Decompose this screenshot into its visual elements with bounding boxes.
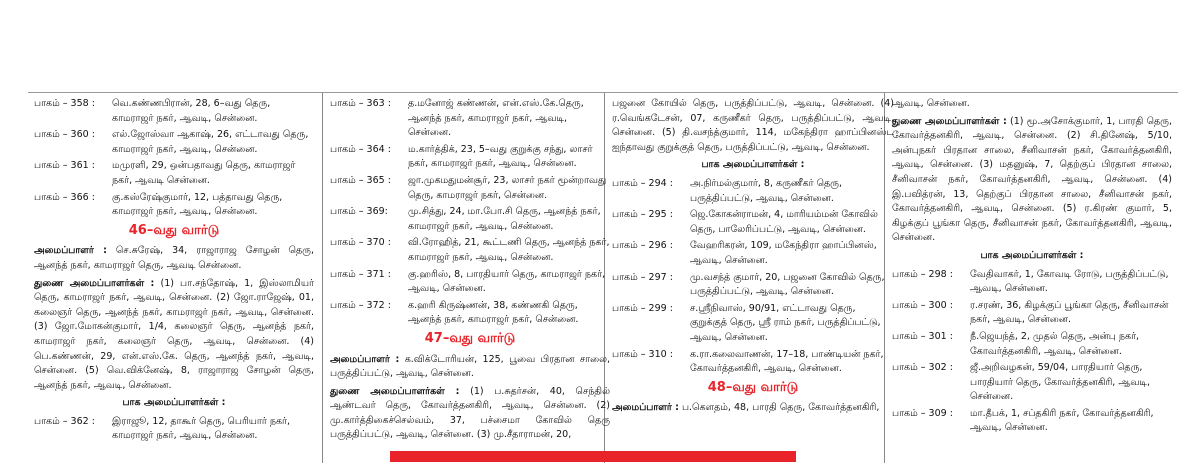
booth-entry — [892, 299, 1172, 328]
booth-text: மு.சித்து, 24, மா.போ.சி தெரு, ஆனந்த் நகர், காமராஜர் நகர், ஆவடி, சென்னை. — [408, 206, 601, 232]
booth-entry — [330, 268, 610, 297]
booth-text: அ.நிர்மல்குமார், 8, கருணீகர் தெரு, பருத்திப்பட்டு, ஆவடி, சென்னை. — [690, 177, 842, 204]
organizer-paragraph — [330, 353, 610, 382]
organizer-text: க.விக்டோரியன், 125, பூவை பிரதான சாலை, பருத்திப்பட்டு, ஆவடி, சென்னை. — [330, 353, 610, 380]
continued-paragraph: ஆவடி, சென்னை. — [892, 98, 970, 109]
booth-label: பாகம் – 300 : — [892, 299, 953, 311]
booth-label: பாகம் – 372 : — [330, 299, 391, 311]
booth-entry — [34, 97, 314, 126]
booth-label: பாகம் – 366 : — [34, 191, 95, 203]
booth-entry — [34, 415, 314, 444]
booth-label: பாகம் – 363 : — [330, 98, 391, 109]
booth-label: பாகம் – 370 : — [330, 237, 391, 249]
booth-label: பாகம் – 294 : — [612, 177, 673, 189]
organizer-label: அமைப்பாளர் : — [612, 402, 679, 414]
booth-entry — [612, 348, 894, 377]
booth-text: ர.சரண், 36, கிழக்குப் பூங்கா தெரு, சீனிவாசன் நகர், ஆவடி, சென்னை. — [970, 299, 1169, 326]
booth-label: பாகம் – 298 : — [892, 268, 953, 280]
booth-text: நீ.ஜெயந்த், 2, முதல் தெரு, அன்பு நகர், கோவர்த்தனகிரி, ஆவடி, சென்னை. — [970, 330, 1140, 357]
booth-entry — [612, 208, 894, 237]
booth-entry — [34, 159, 314, 188]
organizer-label: அமைப்பாளர் : — [330, 353, 400, 365]
deputy-text: (1) பா.சந்தோஷ், 1, இஸ்லாமியர் தெரு, காமராஜர் நகர், ஆவடி, சென்னை. (2) ஜோ.ராஜேஷ், 01, கலைஞர் தெரு, ஆனந்த் நகர், காமராஜர் நகர், ஆவடி, சென்னை. (3) ஜோ.மோகன்குமார், 1/4, கலைஞர் தெரு, ஆனந்த் நகர், காமராஜர் நகர், கலைஞர் தெரு, ஆவடி, சென்னை. (4) பெ.கண்ணன், 29, என்.எஸ்.கே. தெரு, ஆனந்த் நகர், ஆவடி, சென்னை. (5) வெ.விக்னேஷ், 8, ராஜாராஜ சோழன் தெரு, ஆனந்த் நகர், ஆவடி, சென்னை. — [34, 277, 315, 391]
booth-entry — [612, 302, 894, 346]
booth-label: பாகம் – 360 : — [34, 129, 95, 141]
booth-text: ஜீ.அறிவழகன், 59/04, பாரதியார் தெரு, பாரதியார் தெரு, கோவர்த்தனகிரி, ஆவடி, சென்னை. — [970, 362, 1151, 403]
booth-label: பாகம் – 371 : — [330, 268, 391, 280]
deputy-label: துணை அமைப்பாளர்கள் : — [892, 115, 1007, 127]
booth-label: பாகம் – 297 : — [612, 271, 673, 283]
booth-label: பாகம் – 309 : — [892, 407, 953, 419]
booth-text: எல்.ஜோஸ்வா ஆகாஷ், 26, எட்டாவது தெரு, காமராஜர் நகர், ஆவடி, சென்னை. — [112, 129, 309, 155]
booth-heading: பாக அமைப்பாளர்கள் : — [980, 249, 1084, 261]
continued-paragraph: பஜனை கோயில் தெரு, பருத்திப்பட்டு, ஆவடி, சென்னை. (4) ர.வெங்கடேசன், 07, கருணீகர் தெரு, பருத்திப்பட்டு, ஆவடி, சென்னை. (5) தி.வசந்த்குமார், 114, மகேந்திரா ஹாப்பினஸ்ட ஐந்தாவது குறுக்குத் தெரு, பருத்திப்பட்டு, ஆவடி, சென்னை. — [612, 98, 894, 153]
booth-entry — [612, 177, 894, 206]
booth-entry — [330, 143, 610, 172]
booth-text: க.ஹரி கிருஷ்ணன், 38, கண்ணகி தெரு, ஆனந்த் நகர், காமராஜர் நகர், சென்னை. — [408, 299, 579, 326]
booth-entry — [34, 128, 314, 157]
booth-label: பாகம் – 301 : — [892, 330, 953, 342]
booth-label: பாகம் – 364 : — [330, 143, 391, 155]
booth-label: பாகம் – 369: — [330, 206, 388, 218]
booth-text: மா.தீபக், 1, சப்தகிரி நகர், கோவர்த்தனகிரி, ஆவடி, சென்னை. — [970, 407, 1154, 434]
booth-text: மமுரளி, 29, ஒன்பதாவது தெரு, காமராஜர் நகர், ஆவடி சென்னை. — [112, 160, 296, 186]
booth-entry — [612, 271, 894, 300]
booth-text: ஜெ.கோகன்ராமன், 4, மாரியம்மன் கோவில் தெரு, பாலேரிப்பட்டு, ஆவடி, சென்னை. — [690, 209, 878, 235]
organizer-text: செ.சுரேஷ், 34, ராஜாராஜ சோழன் தெரு, ஆனந்த் நகர், காமராஜர் தெரு, ஆவடி சென்னை. — [34, 245, 314, 271]
booth-entry — [612, 239, 894, 268]
deputy-paragraph — [330, 385, 610, 443]
booth-text: வேதிவாகர், 1, கோவடி ரோடு, பருத்திப்பட்டு, ஆவடி, சென்னை. — [970, 268, 1169, 295]
organizer-paragraph — [34, 244, 314, 273]
organizer-label: அமைப்பாளர் : — [34, 245, 107, 257]
booth-label: பாகம் – 358 : — [34, 98, 95, 109]
deputy-paragraph — [34, 277, 314, 394]
ward-heading: 47–வது வார்டு — [424, 330, 516, 346]
booth-heading: பாக அமைப்பாளர்கள் : — [122, 397, 226, 409]
booth-label: பாகம் – 299 : — [612, 302, 673, 314]
column-4 — [886, 93, 1178, 463]
booth-entry — [892, 268, 1172, 297]
booth-text: கு.ஹரிஸ், 8, பாரதியார் தெரு, காமராஜர் நகர், ஆவடி, சென்னை. — [408, 268, 606, 295]
column-3 — [606, 93, 900, 463]
ward-heading: 48–வது வார்டு — [707, 379, 799, 395]
booth-entry — [892, 407, 1172, 436]
column-divider — [322, 93, 323, 463]
column-1 — [28, 93, 320, 463]
booth-text: ம.கார்த்திக், 23, 5–வது குறுக்கு சந்து, லாசர் நகர், காமராஜர் நகர், ஆவடி, சென்னை. — [408, 143, 593, 170]
booth-text: த.மனோஜ் கண்ணன், என்.எஸ்.கே.தெரு, ஆனந்த் நகர், காமராஜர் நகர், ஆவடி, சென்னை. — [408, 98, 584, 139]
booth-entry — [330, 205, 610, 234]
deputy-text: (1) ப.சுதர்சன், 40, செந்தில் ஆண்டவர் தெரு, கோவர்த்தனகிரி, ஆவடி, சென்னை. (2) மு.கார்த்திகைச்செல்வம், 37, பச்சைமா கோவில் தெரு பருத்திப்பட்டு, ஆவடி, சென்னை. (3) மு.சீதாராமன், 20, — [330, 385, 610, 441]
booth-label: பாகம் – 365 : — [330, 174, 391, 186]
booth-text: ச.ஸ்ரீநிவாஸ், 90/91, எட்டாவது தெரு, குறுக்குத் தெரு, ஸ்ரீ ராம் நகர், பருத்திப்பட்டு, ஆவடி, சென்னை. — [690, 302, 881, 343]
organizer-text: ப.கெளதம், 48, பாரதி தெரு, கோவர்த்தனகிரி, — [681, 402, 880, 414]
booth-text: வேஹரிகரன், 109, மகேந்திரா ஹாப்பினஸ், ஆவடி, சென்னை. — [690, 240, 877, 266]
ward-heading: 46–வது வார்டு — [128, 222, 220, 238]
booth-label: பாகம் – 310 : — [612, 348, 673, 360]
booth-text: இராஜூ, 12, தாகூர் தெரு, பெரியார் நகர், காமராஜர் நகர், ஆவடி, சென்னை. — [112, 415, 291, 442]
booth-text: மு.வசந்த் குமார், 20, பஜனை கோவில் தெரு, பருத்திப்பட்டு, ஆவடி, சென்னை. — [690, 271, 885, 298]
booth-text: ஜா.முகமதுமன்சூர், 23, லாசர் நகர் மூன்றாவது தெரு, காமராஜர் நகர், சென்னை. — [408, 174, 607, 201]
booth-text: வெ.கண்ணபிரான், 28, 6–வது தெரு, காமராஜர் நகர், ஆவடி, சென்னை. — [112, 98, 271, 124]
booth-entry — [330, 236, 610, 265]
booth-label: பாகம் – 361 : — [34, 160, 95, 172]
booth-label: பாகம் – 362 : — [34, 415, 95, 427]
red-accent-bar — [390, 451, 796, 462]
deputy-label: துணை அமைப்பாளர்கள் : — [330, 385, 460, 397]
booth-label: பாகம் – 302 : — [892, 362, 953, 374]
booth-entry — [330, 299, 610, 328]
booth-entry — [892, 330, 1172, 359]
booth-entry — [330, 97, 610, 141]
booth-text: க.ரா.கலைவாணன், 17–18, பாண்டியன் நகர், கோவர்த்தனகிரி, ஆவடி, சென்னை. — [690, 348, 884, 375]
booth-text: வி.ரோஹித், 21, கூட்டணி தெரு, ஆனந்த் நகர், காமராஜர் நகர், ஆவடி, சென்னை. — [408, 237, 610, 263]
deputy-label: துணை அமைப்பாளர்கள் : — [34, 277, 155, 289]
organizer-paragraph — [612, 401, 894, 416]
booth-entry — [34, 191, 314, 220]
booth-entry — [330, 174, 610, 203]
newspaper-page — [28, 92, 1178, 463]
booth-label: பாகம் – 296 : — [612, 240, 673, 252]
deputy-paragraph — [892, 115, 1172, 246]
column-2 — [324, 93, 616, 463]
booth-entry — [892, 361, 1172, 405]
deputy-text: (1) மூ.அசோக்குமார், 1, பாரதி தெரு, கோவர்த்தனகிரி, ஆவடி, சென்னை. (2) சி.தினேஷ், 5/10, அன்புநகர் பிரதான சாலை, சீனிவாசன் நகர், கோவர்த்தனகிரி, ஆவடி, சென்னை. (3) மதனுஷ், 7, தெற்குப் பிரதான சாலை, சீனிவாசன் நகர், கோவர்த்தனகிரி, ஆவடி, சென்னை. (4) இ.பவித்ரன், 13, தெற்குப் பிரதான சாலை, சீனிவாசன் நகர், கோவர்த்தனகிரி, ஆவடி, சென்னை. (5) ர.கிரண் குமார், 5, கிழக்குப் பூங்கா தெரு, சீனிவாசன் நகர், கோவர்த்தனகிரி, ஆவடி, சென்னை. — [892, 115, 1172, 244]
booth-label: பாகம் – 295 : — [612, 209, 673, 221]
booth-text: கு.கஸ்ரேஷ்குமார், 12, பத்தாவது தெரு, காமராஜர் நகர், ஆவடி, சென்னை. — [112, 191, 283, 218]
booth-heading: பாக அமைப்பாளர்கள் : — [701, 159, 805, 171]
